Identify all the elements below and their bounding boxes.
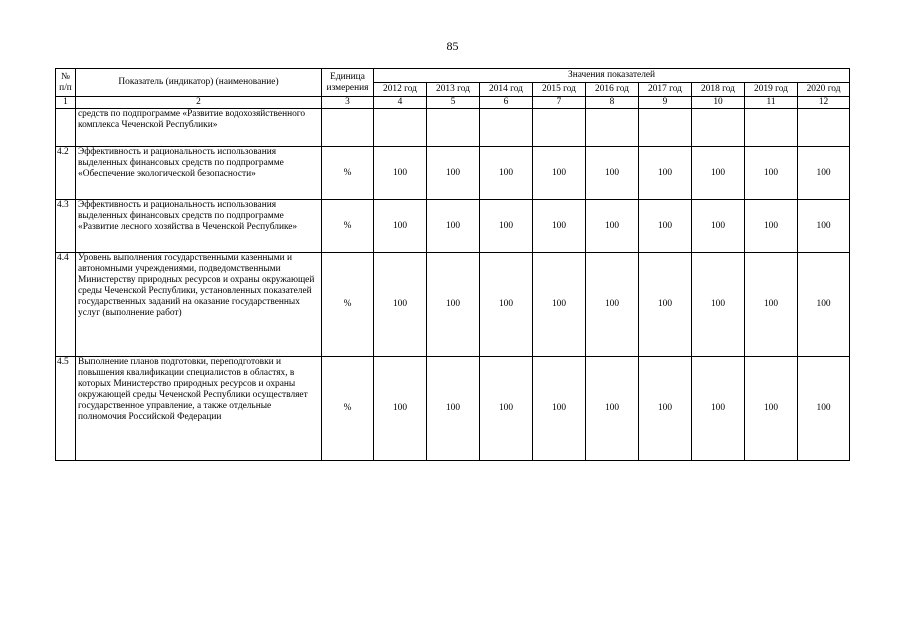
value-cell: 100	[639, 147, 692, 200]
value-cell: 100	[586, 357, 639, 461]
value-cell: 100	[692, 357, 745, 461]
value-cell: 100	[798, 200, 850, 253]
value-cell: 100	[427, 357, 480, 461]
value-cell	[374, 109, 427, 147]
column-number: 6	[480, 97, 533, 109]
value-cell: 100	[692, 147, 745, 200]
column-number: 1	[56, 97, 76, 109]
column-number: 3	[322, 97, 374, 109]
value-cell: 100	[692, 200, 745, 253]
unit-cell: %	[322, 147, 374, 200]
header-num: № п/п	[56, 69, 76, 97]
unit-cell: %	[322, 253, 374, 357]
table-row	[56, 253, 850, 357]
indicator-name: средств по подпрограмме «Развитие водохозяйственного комплекса Чеченской Республики»	[76, 109, 322, 147]
header-year: 2018 год	[692, 83, 745, 97]
value-cell	[480, 109, 533, 147]
column-number: 9	[639, 97, 692, 109]
header-row-top	[56, 69, 850, 83]
header-year: 2012 год	[374, 83, 427, 97]
value-cell: 100	[480, 200, 533, 253]
value-cell: 100	[374, 357, 427, 461]
value-cell: 100	[639, 357, 692, 461]
indicator-name: Выполнение планов подготовки, переподготовки и повышения квалификации специалистов в областях, в которых Министерство природных ресурсов и охраны окружающей среды Чеченской Республики осуществляет государственное управление, а также отдельные полномочия Российской Федерации	[76, 357, 322, 461]
value-cell: 100	[745, 357, 798, 461]
header-year: 2016 год	[586, 83, 639, 97]
header-year: 2015 год	[533, 83, 586, 97]
row-number: 4.5	[56, 357, 76, 461]
row-number: 4.3	[56, 200, 76, 253]
header-unit: Единица измерения	[322, 69, 374, 97]
value-cell: 100	[427, 253, 480, 357]
value-cell: 100	[480, 147, 533, 200]
value-cell: 100	[427, 147, 480, 200]
value-cell	[586, 109, 639, 147]
value-cell: 100	[798, 253, 850, 357]
column-number: 12	[798, 97, 850, 109]
header-values-group: Значения показателей	[374, 69, 850, 83]
value-cell: 100	[586, 253, 639, 357]
value-cell	[745, 109, 798, 147]
indicator-name: Уровень выполнения государственными казенными и автономными учреждениями, подведомственными Министерству природных ресурсов и охраны окружающей среды Чеченской Республики, установленных показателей государственных заданий на оказание государственных услуг (выполнение работ)	[76, 253, 322, 357]
indicator-name: Эффективность и рациональность использования выделенных финансовых средств по подпрограмме «Обеспечение экологической безопасности»	[76, 147, 322, 200]
column-number: 11	[745, 97, 798, 109]
value-cell	[427, 109, 480, 147]
table-row	[56, 109, 850, 147]
indicator-name: Эффективность и рациональность использования выделенных финансовых средств по подпрограмме «Развитие лесного хозяйства в Чеченской Республике»	[76, 200, 322, 253]
row-number: 4.4	[56, 253, 76, 357]
header-year: 2014 год	[480, 83, 533, 97]
table-row	[56, 147, 850, 200]
unit-cell	[322, 109, 374, 147]
column-number: 8	[586, 97, 639, 109]
value-cell: 100	[745, 147, 798, 200]
header-year: 2013 год	[427, 83, 480, 97]
value-cell: 100	[533, 147, 586, 200]
value-cell	[692, 109, 745, 147]
value-cell: 100	[586, 200, 639, 253]
value-cell: 100	[745, 200, 798, 253]
table-row	[56, 200, 850, 253]
column-number: 2	[76, 97, 322, 109]
row-number	[56, 109, 76, 147]
table-row	[56, 357, 850, 461]
value-cell: 100	[586, 147, 639, 200]
value-cell: 100	[639, 200, 692, 253]
column-number: 5	[427, 97, 480, 109]
value-cell	[798, 109, 850, 147]
value-cell: 100	[639, 253, 692, 357]
value-cell: 100	[374, 147, 427, 200]
value-cell: 100	[798, 147, 850, 200]
value-cell: 100	[480, 253, 533, 357]
value-cell	[639, 109, 692, 147]
value-cell	[533, 109, 586, 147]
value-cell: 100	[692, 253, 745, 357]
header-year: 2017 год	[639, 83, 692, 97]
value-cell: 100	[374, 253, 427, 357]
value-cell: 100	[480, 357, 533, 461]
value-cell: 100	[533, 253, 586, 357]
value-cell: 100	[427, 200, 480, 253]
value-cell: 100	[798, 357, 850, 461]
column-number: 7	[533, 97, 586, 109]
unit-cell: %	[322, 357, 374, 461]
column-number: 4	[374, 97, 427, 109]
header-indicator: Показатель (индикатор) (наименование)	[76, 69, 322, 97]
page-number: 85	[446, 39, 459, 53]
indicators-table	[55, 68, 850, 461]
column-numbers-row	[56, 97, 850, 109]
header-year: 2020 год	[798, 83, 850, 97]
value-cell: 100	[374, 200, 427, 253]
column-number: 10	[692, 97, 745, 109]
header-year: 2019 год	[745, 83, 798, 97]
value-cell: 100	[745, 253, 798, 357]
value-cell: 100	[533, 357, 586, 461]
row-number: 4.2	[56, 147, 76, 200]
value-cell: 100	[533, 200, 586, 253]
unit-cell: %	[322, 200, 374, 253]
